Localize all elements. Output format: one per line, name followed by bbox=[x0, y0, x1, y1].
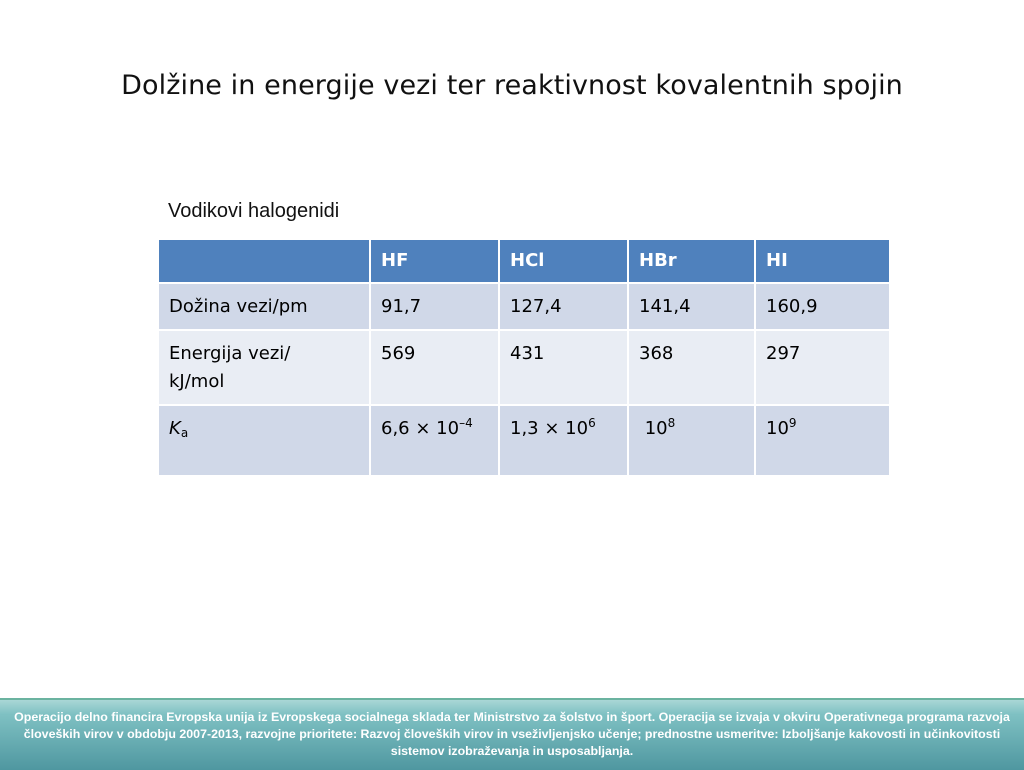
ka-hf-exponent: –4 bbox=[459, 416, 473, 430]
table-row-bond-energy bbox=[158, 330, 890, 405]
hydrogen-halides-table bbox=[157, 238, 891, 477]
cell-bond-length-hcl: 127,4 bbox=[499, 283, 628, 330]
cell-bond-length-hbr: 141,4 bbox=[628, 283, 755, 330]
header-cell-empty bbox=[158, 239, 370, 283]
ka-hbr-base: 10 bbox=[639, 418, 668, 439]
row-label-ka bbox=[158, 405, 370, 476]
cell-ka-hcl bbox=[499, 405, 628, 476]
ka-hcl-base: 1,3 × 10 bbox=[510, 418, 589, 439]
ka-hi-exponent: 9 bbox=[788, 416, 797, 430]
header-cell-hcl: HCl bbox=[499, 239, 628, 283]
header-cell-hbr: HBr bbox=[628, 239, 755, 283]
header-cell-hf: HF bbox=[370, 239, 499, 283]
cell-ka-hbr bbox=[628, 405, 755, 476]
funding-footer bbox=[0, 698, 1024, 770]
funding-footer-text: Operacijo delno financira Evropska unija iz Evropskega socialnega sklada ter Ministrstvo za šolstvo in šport. Operacija se izvaja v okviru Operativnega programa razvoja človeških virov v obdobju 2007-2013, razvojne prioritete: Razvoj človeških virov in vseživljenjsko učenje; prednostne usmeritve: Izboljšanje kakovosti in učinkovitosti sistemov izobraževanja in usposabljanja. bbox=[14, 710, 1010, 758]
table-row-bond-length bbox=[158, 283, 890, 330]
row-label-bond-length: Dožina vezi/pm bbox=[158, 283, 370, 330]
ka-symbol: K bbox=[169, 418, 181, 439]
cell-ka-hf bbox=[370, 405, 499, 476]
cell-ka-hi bbox=[755, 405, 890, 476]
ka-subscript: a bbox=[180, 426, 189, 440]
cell-bond-energy-hf: 569 bbox=[370, 330, 499, 405]
cell-bond-energy-hcl: 431 bbox=[499, 330, 628, 405]
cell-bond-energy-hbr: 368 bbox=[628, 330, 755, 405]
table-header-row bbox=[158, 239, 890, 283]
cell-bond-length-hi: 160,9 bbox=[755, 283, 890, 330]
table-caption: Vodikovi halogenidi bbox=[168, 200, 340, 222]
table-row-ka bbox=[158, 405, 890, 476]
ka-hcl-exponent: 6 bbox=[588, 416, 596, 430]
ka-hbr-exponent: 8 bbox=[667, 416, 676, 430]
cell-bond-energy-hi: 297 bbox=[755, 330, 890, 405]
header-cell-hi: HI bbox=[755, 239, 890, 283]
ka-hi-base: 10 bbox=[766, 418, 789, 439]
ka-hf-base: 6,6 × 10 bbox=[381, 418, 460, 439]
slide-title: Dolžine in energije vezi ter reaktivnost kovalentnih spojin bbox=[121, 70, 903, 101]
cell-bond-length-hf: 91,7 bbox=[370, 283, 499, 330]
row-label-bond-energy: Energija vezi/ kJ/mol bbox=[158, 330, 370, 405]
